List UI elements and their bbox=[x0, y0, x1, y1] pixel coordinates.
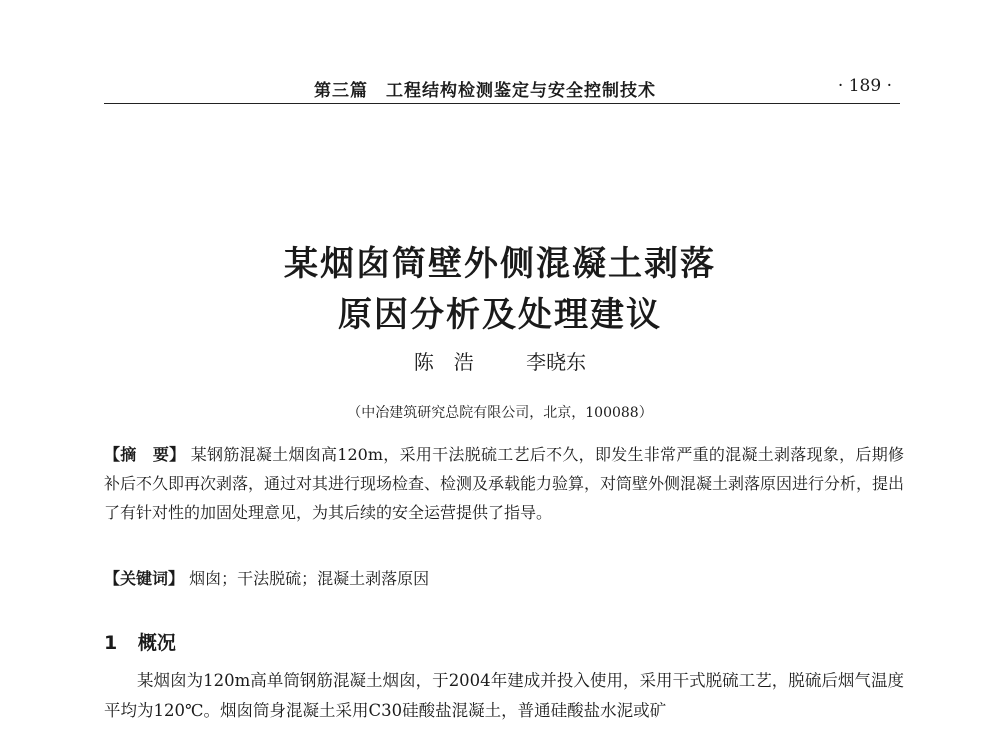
paper-title-line-1: 某烟囱筒壁外侧混凝土剥落 bbox=[284, 244, 716, 284]
authors bbox=[0, 346, 1000, 375]
keywords-label: 【关键词】 bbox=[104, 569, 185, 588]
section-title: 概况 bbox=[137, 632, 176, 654]
keywords-text: 烟囱；干法脱硫；混凝土剥落原因 bbox=[189, 569, 430, 588]
section-paragraph: 某烟囱为120m高单筒钢筋混凝土烟囱，于2004年建成并投入使用，采用干式脱硫工艺，脱硫后烟气温度平均为120℃。烟囱筒身混凝土采用C30硅酸盐混凝土，普通硅酸盐水泥或矿 bbox=[104, 671, 904, 720]
abstract bbox=[104, 440, 904, 527]
header-rule bbox=[104, 103, 900, 104]
paper-title-line-2: 原因分析及处理建议 bbox=[338, 295, 662, 335]
section-number: 1 bbox=[104, 632, 118, 654]
abstract-text: 某钢筋混凝土烟囱高120m，采用干法脱硫工艺后不久，即发生非常严重的混凝土剥落现象，后期修补后不久即再次剥落，通过对其进行现场检查、检测及承载能力验算，对筒壁外侧混凝土剥落原因进行分析，提出了有针对性的加固处理意见，为其后续的安全运营提供了指导。 bbox=[104, 445, 905, 522]
running-header bbox=[104, 76, 900, 100]
abstract-label: 【摘 要】 bbox=[104, 445, 186, 464]
affiliation: （中冶建筑研究总院有限公司，北京，100088） bbox=[347, 405, 653, 421]
page-number: · 189 · bbox=[837, 76, 892, 96]
author-1: 陈 浩 bbox=[413, 350, 474, 374]
keywords bbox=[104, 564, 904, 593]
author-2: 李晓东 bbox=[526, 350, 587, 374]
running-header-title: 第三篇 工程结构检测鉴定与安全控制技术 bbox=[314, 81, 656, 101]
section-heading bbox=[104, 628, 176, 655]
